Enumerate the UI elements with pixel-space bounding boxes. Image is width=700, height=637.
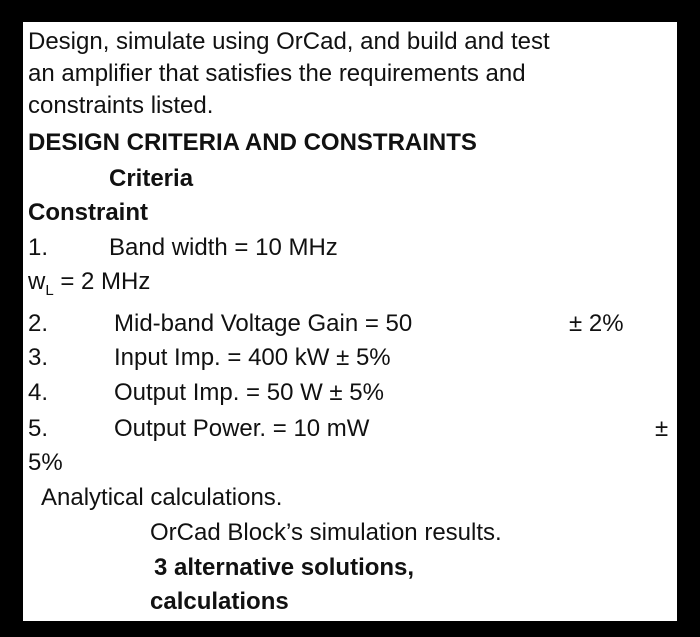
item-1-number: 1. [28, 234, 49, 261]
deliverable-alternatives-line-1: 3 alternative solutions, [154, 554, 415, 581]
deliverable-orcad: OrCad Block’s simulation results. [150, 519, 502, 546]
item-5-text: Output Power. = 10 mW [114, 415, 370, 442]
item-2-number: 2. [28, 310, 49, 337]
intro-line-3: constraints listed. [28, 92, 214, 119]
item-2-tolerance: ± 2% [569, 310, 624, 337]
item-3-number: 3. [28, 344, 49, 371]
item-5-tolerance: ± [655, 415, 669, 442]
item-3-text: Input Imp. = 400 kW ± 5% [114, 344, 391, 371]
item-5-number: 5. [28, 415, 49, 442]
intro-line-2: an amplifier that satisfies the requirements and [28, 60, 526, 87]
section-heading: DESIGN CRITERIA AND CONSTRAINTS [28, 129, 477, 156]
deliverable-alternatives-line-2: calculations [150, 588, 289, 615]
document-page [23, 22, 677, 621]
deliverable-analytical: Analytical calculations. [41, 484, 283, 511]
item-4-text: Output Imp. = 50 W ± 5% [114, 379, 384, 406]
item-5-tolerance-continued: 5% [28, 449, 63, 476]
item-4-number: 4. [28, 379, 49, 406]
wl-value: = 2 MHz [53, 268, 151, 295]
wl-line [28, 268, 150, 299]
item-1-text: Band width = 10 MHz [109, 234, 338, 261]
item-2-text: Mid-band Voltage Gain = 50 [114, 310, 413, 337]
wl-symbol: w [28, 268, 46, 295]
intro-line-1: Design, simulate using OrCad, and build and test [28, 28, 550, 55]
wl-subscript: L [45, 282, 54, 299]
criteria-label: Criteria [109, 165, 194, 192]
constraint-label: Constraint [28, 199, 148, 226]
